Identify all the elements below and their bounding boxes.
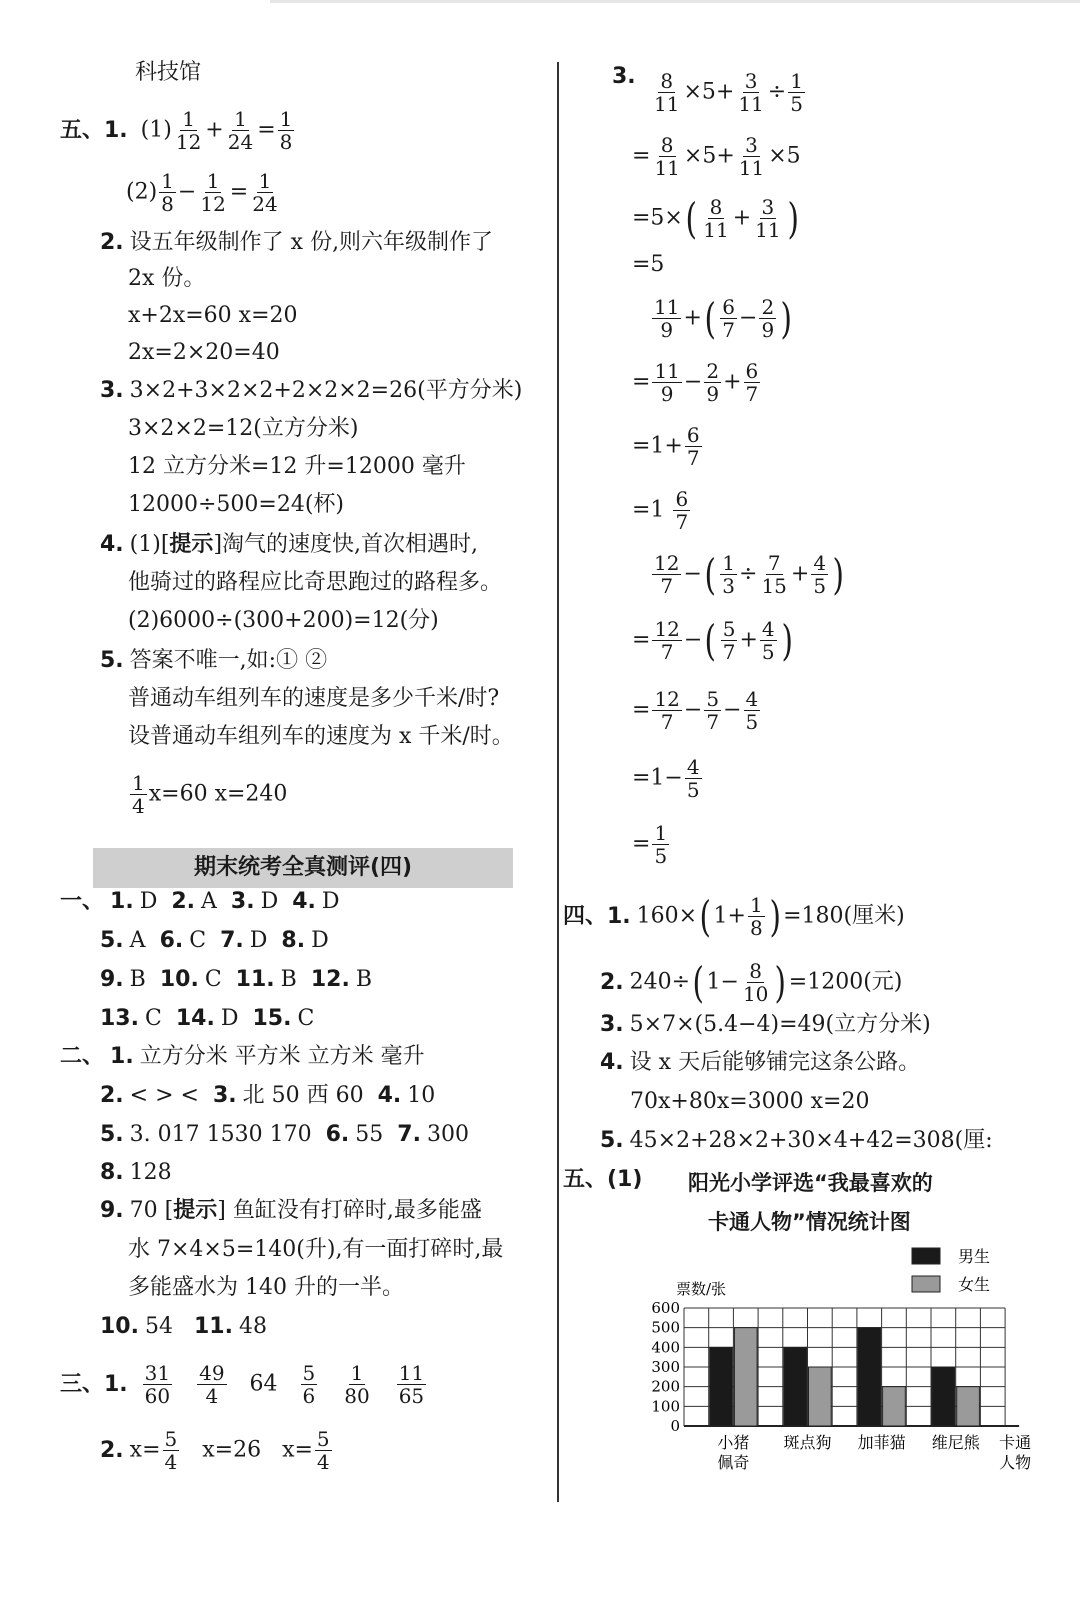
section-number: 五、1. [60, 117, 128, 143]
fraction: $\frac{1}{8}$ [279, 107, 293, 154]
fraction: $\frac{2}{9}$ [761, 295, 775, 342]
q5-2-line2: 2x 份。 [128, 266, 206, 291]
s2-q5-7: 5. 3. 017 1530 170 6. 55 7. 300 [100, 1122, 469, 1147]
sub-label: (1) [140, 117, 172, 143]
fraction: $\frac{1}{24}$ [227, 107, 254, 154]
calc-b-line3: =1+ $\frac{6}{7}$ [632, 423, 700, 470]
s3-q1: 三、1. $\frac{31}{60}$ $\frac{49}{4}$ 64 $\frac{5}{6}$ $\frac{1}{80}$ $\frac{11}{65}$ [60, 1361, 425, 1408]
fraction: $\frac{1}{12}$ [175, 107, 202, 154]
fraction: $\frac{3}{11}$ [755, 195, 781, 242]
fraction: $\frac{6}{7}$ [745, 359, 759, 406]
question-number: 4. [100, 532, 124, 557]
section-banner: 期末统考全真测评(四) [93, 848, 513, 888]
category-label: 维尼熊 [931, 1433, 980, 1452]
q5-4-line3: (2)6000÷(300+200)=12(分) [128, 608, 439, 633]
s2-q9-line2: 水 7×4×5=140(升),有一面打碎时,最 [128, 1237, 504, 1262]
s5-prefix: 五、(1) [563, 1167, 643, 1192]
fraction: $\frac{8}{11}$ [703, 195, 729, 242]
bar-girls [734, 1328, 757, 1426]
fraction: $\frac{8}{10}$ [742, 959, 769, 1006]
fraction: $\frac{1}{24}$ [252, 169, 278, 216]
y-tick-label: 300 [651, 1358, 680, 1376]
fraction: $\frac{7}{15}$ [761, 551, 787, 598]
q5-2-line3: x+2x=60 x=20 [128, 303, 298, 328]
calc-c-line2: = $\frac{12}{7}$ −( $\frac{5}{7}$ + $\frac{4}{5}$ ) [632, 615, 793, 665]
fraction: $\frac{6}{7}$ [722, 295, 736, 342]
calc-c-line4: =1− $\frac{4}{5}$ [632, 755, 700, 802]
section-number: 二、 [60, 1044, 105, 1069]
fraction: $\frac{8}{11}$ [654, 69, 680, 116]
fraction: $\frac{1}{80}$ [344, 1361, 370, 1408]
bar-girls [883, 1387, 906, 1426]
y-tick-label: 100 [651, 1397, 680, 1416]
bar-girls [809, 1367, 832, 1426]
calc-c-line3: = $\frac{12}{7}$ − $\frac{5}{7}$ − $\frac{4}{5}$ [632, 687, 759, 734]
s1-row-2: 5. A 6. C 7. D 8. D [100, 928, 329, 953]
calc-b-line4: =1 $\frac{6}{7}$ [632, 487, 689, 534]
s1-row-4: 13. C 14. D 15. C [100, 1006, 315, 1031]
legend-label: 男生 [958, 1247, 991, 1266]
calc-a-line4: =5 [632, 252, 665, 277]
fraction: $\frac{1}{3}$ [722, 551, 736, 598]
s3-q2: 2. x= $\frac{5}{4}$ x=26 x= $\frac{5}{4}$ [100, 1427, 330, 1474]
fraction: $\frac{1}{12}$ [200, 169, 226, 216]
category-label: 加菲猫 [857, 1433, 906, 1452]
s4-q3: 3. 5×7×(5.4−4)=49(立方分米) [600, 1012, 931, 1037]
fraction: $\frac{4}{5}$ [761, 617, 775, 664]
fraction: $\frac{11}{9}$ [654, 295, 680, 342]
fraction: $\frac{4}{5}$ [813, 551, 827, 598]
s4-q2: 2. 240÷( 1− $\frac{8}{10}$ ) =1200(元) [600, 957, 903, 1007]
bar-boys [784, 1347, 807, 1426]
fraction: $\frac{3}{11}$ [738, 69, 764, 116]
y-tick-label: 500 [651, 1318, 680, 1337]
calc-c-line1: $\frac{12}{7}$ −( $\frac{1}{3}$ ÷ $\frac{7}{15}$ + $\frac{4}{5}$ ) [654, 549, 845, 599]
bar-girls [957, 1387, 980, 1426]
fraction: $\frac{4}{5}$ [686, 755, 700, 802]
s2-q2-4: 2. < > < 3. 北 50 西 60 4. 10 [100, 1083, 436, 1108]
sub-label: (2) [126, 179, 158, 205]
fraction: $\frac{1}{8}$ [161, 169, 174, 216]
s2-q1: 二、 1. 立方分米 平方米 立方米 毫升 [60, 1044, 425, 1069]
q5-3-line3: 12 立方分米=12 升=12000 毫升 [128, 454, 466, 479]
scan-edge [270, 0, 1080, 3]
q5-2-line4: 2x=2×20=40 [128, 340, 280, 365]
question-number: 2. [100, 230, 124, 255]
q5-2-line1: 2. 设五年级制作了 x 份,则六年级制作了 [100, 230, 494, 255]
fraction: $\frac{49}{4}$ [199, 1361, 225, 1408]
section-number: 三、1. [60, 1371, 128, 1397]
chart-title-line1: 阳光小学评选“我最喜欢的 [688, 1171, 933, 1195]
fraction: $\frac{1}{5}$ [654, 821, 668, 868]
s4-q1: 四、1. 160×( 1+ $\frac{1}{8}$ ) =180(厘米) [563, 891, 905, 941]
x-axis-label: 人物 [999, 1453, 1032, 1472]
bar-chart [560, 1238, 1070, 1498]
fraction: $\frac{12}{7}$ [654, 617, 680, 664]
legend-label: 女生 [958, 1275, 991, 1294]
q5-3-line2: 3×2×2=12(立方分米) [128, 416, 359, 441]
calc-b-line1: $\frac{11}{9}$ +( $\frac{6}{7}$ − $\frac{2}{9}$ ) [654, 293, 793, 343]
chart-title-line2: 卡通人物”情况统计图 [708, 1210, 911, 1234]
section-number: 一、 [60, 889, 105, 914]
s4-q5: 5. 45×2+28×2+30×4+42=308(厘: [600, 1128, 993, 1153]
calc-a-line3: =5×( $\frac{8}{11}$ + $\frac{3}{11}$ ) [632, 193, 799, 243]
y-tick-label: 0 [670, 1417, 680, 1435]
q5-5-line4: $\frac{1}{4}$ x=60 x=240 [132, 771, 288, 818]
bar-boys [932, 1367, 955, 1426]
fraction: $\frac{3}{11}$ [738, 133, 765, 180]
q5-4-line2: 他骑过的路程应比奇思跑过的路程多。 [128, 570, 503, 595]
category-label: 斑点狗 [783, 1433, 832, 1452]
fraction: $\frac{6}{7}$ [675, 487, 689, 534]
y-axis-label: 票数/张 [676, 1280, 727, 1298]
fraction: $\frac{1}{4}$ [132, 771, 145, 818]
fraction: $\frac{5}{7}$ [706, 687, 720, 734]
legend-swatch [912, 1276, 940, 1292]
q5-1-part2: (2) $\frac{1}{8}$ − $\frac{1}{12}$ = $\frac{1}{24}$ [126, 169, 278, 216]
fraction: $\frac{5}{7}$ [722, 617, 736, 664]
s4-q4-line2: 70x+80x=3000 x=20 [630, 1089, 870, 1114]
bar-boys [710, 1347, 733, 1426]
venue-text: 科技馆 [135, 60, 202, 85]
column-divider [557, 62, 559, 1502]
fraction: $\frac{12}{7}$ [654, 687, 680, 734]
fraction: $\frac{2}{9}$ [706, 359, 720, 406]
fraction: $\frac{12}{7}$ [654, 551, 680, 598]
fraction: $\frac{6}{7}$ [686, 423, 700, 470]
question-number: 5. [100, 648, 124, 673]
x-axis-label: 卡通 [999, 1433, 1032, 1452]
calc-c-line5: = $\frac{1}{5}$ [632, 821, 668, 868]
calc-a-line2: = $\frac{8}{11}$ ×5+ $\frac{3}{11}$ ×5 [632, 133, 801, 180]
section-number: 四、1. [563, 903, 631, 929]
fraction: $\frac{5}{4}$ [316, 1427, 330, 1474]
legend-swatch [912, 1248, 940, 1264]
s2-q9-line1: 9. 70 [提示] 鱼缸没有打碎时,最多能盛 [100, 1198, 482, 1223]
q3-number: 3. [612, 64, 636, 89]
q5-4-line1: 4. (1)[提示]淘气的速度快,首次相遇时, [100, 532, 479, 557]
s2-q9-line3: 多能盛水为 140 升的一半。 [128, 1275, 404, 1300]
s2-q8: 8. 128 [100, 1160, 172, 1185]
fraction: $\frac{5}{6}$ [302, 1361, 316, 1408]
q5-5-line2: 普通动车组列车的速度是多少千米/时? [128, 686, 500, 711]
hint-label: 提示 [173, 1198, 218, 1223]
q5-5-line3: 设普通动车组列车的速度为 x 千米/时。 [128, 724, 514, 749]
s2-q10-11: 10. 54 11. 48 [100, 1314, 267, 1339]
fraction: $\frac{31}{60}$ [144, 1361, 171, 1408]
calc-b-line2: = $\frac{11}{9}$ − $\frac{2}{9}$ + $\frac{6}{7}$ [632, 359, 759, 406]
fraction: $\frac{5}{4}$ [164, 1427, 178, 1474]
calc-a-line1: $\frac{8}{11}$ ×5+ $\frac{3}{11}$ ÷ $\frac{1}{5}$ [654, 69, 803, 116]
category-label: 佩奇 [717, 1453, 750, 1472]
category-label: 小猪 [717, 1433, 750, 1452]
q5-5-line1: 5. 答案不唯一,如:① ② [100, 648, 328, 673]
bar-boys [858, 1328, 881, 1426]
q5-1-part1: 五、1. (1) $\frac{1}{12}$ + $\frac{1}{24}$ = $\frac{1}{8}$ [60, 107, 293, 154]
fraction: $\frac{11}{65}$ [398, 1361, 425, 1408]
fraction: $\frac{4}{5}$ [745, 687, 759, 734]
fraction: $\frac{8}{11}$ [654, 133, 680, 180]
q5-3-line4: 12000÷500=24(杯) [128, 492, 345, 517]
q5-3-line1: 3. 3×2+3×2×2+2×2×2=26(平方分米) [100, 378, 523, 403]
hint-label: 提示 [169, 532, 214, 557]
fraction: $\frac{1}{8}$ [749, 893, 763, 940]
s4-q4-line1: 4. 设 x 天后能够铺完这条公路。 [600, 1050, 921, 1075]
y-tick-label: 400 [651, 1338, 680, 1357]
fraction: $\frac{11}{9}$ [654, 359, 680, 406]
y-tick-label: 200 [651, 1377, 680, 1396]
s1-row-1: 一、 1. D 2. A 3. D 4. D [60, 889, 340, 914]
y-tick-label: 600 [651, 1299, 680, 1317]
question-number: 3. [100, 378, 124, 403]
s1-row-3: 9. B 10. C 11. B 12. B [100, 967, 372, 992]
fraction: $\frac{1}{5}$ [790, 69, 803, 116]
